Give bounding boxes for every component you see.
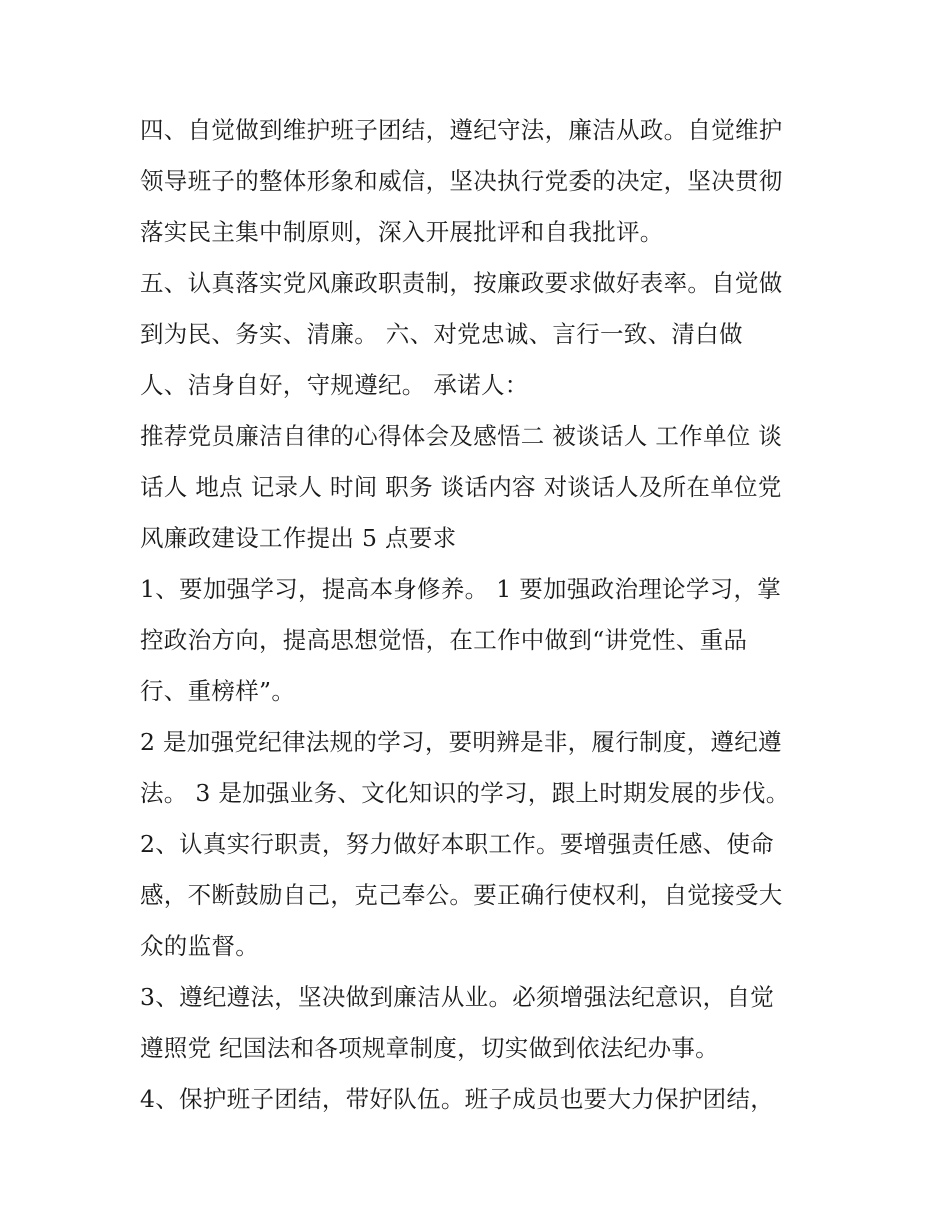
- text-line: 遵照党 纪国法和各项规章制度，切实做到依法纪办事。: [140, 1034, 719, 1062]
- text-line: 控政治方向，提高思想觉悟，在工作中做到“讲党性、重品: [140, 626, 748, 654]
- text-line: 2 是加强党纪律法规的学习，要明辨是非，履行制度，遵纪遵: [140, 728, 782, 756]
- text-line: 感，不断鼓励自己，克己奉公。要正确行使权利，自觉接受大: [140, 881, 783, 909]
- paragraph-item-2-duty: [140, 819, 820, 972]
- text-line: 2、认真实行职责，努力做好本职工作。要增强责任感、使命: [140, 830, 775, 858]
- text-line: 风廉政建设工作提出 5 点要求: [140, 524, 457, 552]
- text-line: 3、遵纪遵法，坚决做到廉洁从业。必须增强法纪意识，自觉: [140, 983, 775, 1011]
- paragraph-talk-record: [140, 411, 820, 564]
- text-line: 行、重榜样”。: [140, 677, 296, 705]
- paragraph-item-4-team: [140, 1074, 820, 1125]
- text-line: 4、保护班子团结，带好队伍。班子成员也要大力保护团结，: [140, 1085, 775, 1113]
- document-body: [140, 105, 820, 1125]
- text-line: 到为民、务实、清廉。 六、对党忠诚、言行一致、清白做: [140, 320, 743, 348]
- paragraph-5-integrity: [140, 258, 820, 411]
- text-line: 四、自觉做到维护班子团结，遵纪守法，廉洁从政。自觉维护: [140, 116, 783, 144]
- text-line: 法。 3 是加强业务、文化知识的学习，跟上时期发展的步伐。: [140, 779, 790, 807]
- text-line: 领导班子的整体形象和威信，坚决执行党委的决定，坚决贯彻: [140, 167, 783, 195]
- text-line: 落实民主集中制原则，深入开展批评和自我批评。: [140, 218, 664, 246]
- text-line: 五、认真落实党风廉政职责制，按廉政要求做好表率。自觉做: [140, 269, 783, 297]
- paragraph-item-1-study: [140, 564, 820, 717]
- paragraph-item-1-study-cont: [140, 717, 820, 819]
- text-line: 话人 地点 记录人 时间 职务 谈话内容 对谈话人及所在单位党: [140, 473, 782, 501]
- text-line: 人、洁身自好，守规遵纪。 承诺人：: [140, 371, 529, 399]
- text-line: 推荐党员廉洁自律的心得体会及感悟二 被谈话人 工作单位 谈: [140, 422, 783, 450]
- text-line: 1、要加强学习，提高本身修养。 1 要加强政治理论学习，掌: [140, 575, 782, 603]
- paragraph-4-unity: [140, 105, 820, 258]
- text-line: 众的监督。: [140, 932, 259, 960]
- paragraph-item-3-law: [140, 972, 820, 1074]
